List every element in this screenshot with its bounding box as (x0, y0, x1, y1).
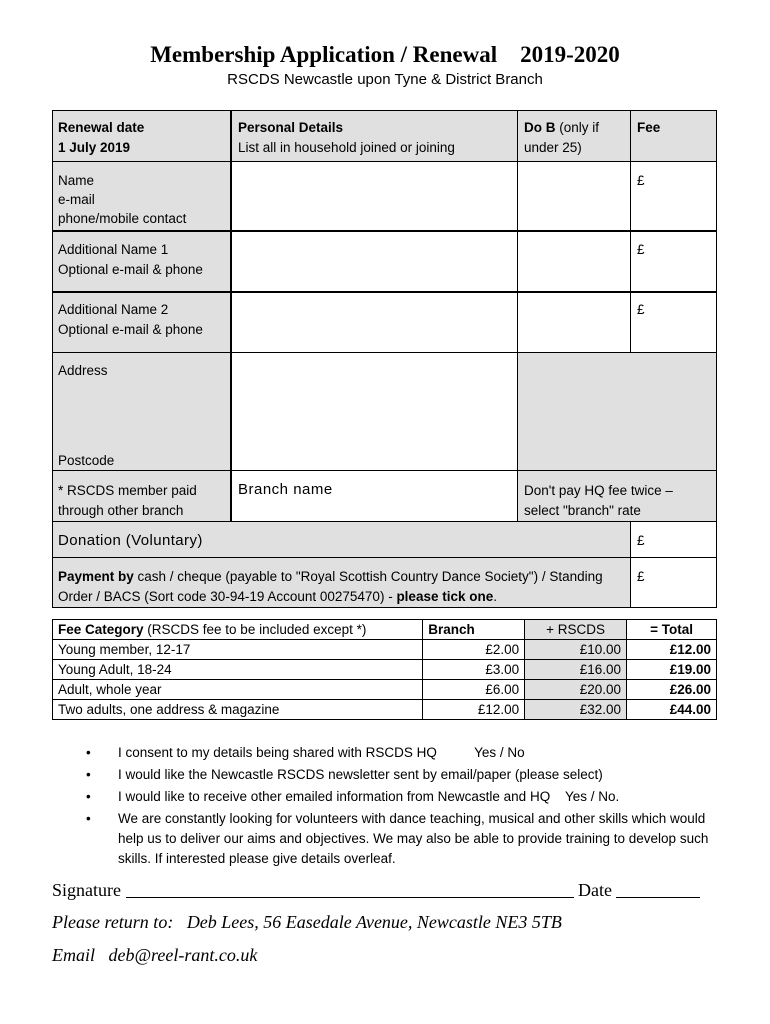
return-address: Deb Lees, 56 Easedale Avenue, Newcastle NE3 5TB (186, 912, 562, 932)
address-label: Address (58, 363, 108, 378)
signature-field[interactable] (126, 881, 574, 898)
additional-name-1-label: Additional Name 1 Optional e-mail & phone (58, 242, 203, 277)
additional-name-1-field[interactable] (232, 232, 517, 291)
fee-category-cell: Young member, 12-17 (53, 640, 423, 660)
postcode-label: Postcode (58, 453, 115, 468)
personal-details-header: Personal Details List all in household joined or joining (238, 120, 455, 155)
fee-field-3[interactable]: £ (637, 302, 645, 317)
table-row (53, 700, 717, 720)
donation-label: Donation (Voluntary) (58, 532, 203, 549)
fee-table-header (53, 620, 717, 640)
consent-newsletter[interactable]: • I would like the Newcastle RSCDS newsletter sent by email/paper (please select) (82, 765, 712, 785)
branch-fee-cell: £6.00 (423, 680, 525, 700)
donation-fee-field[interactable]: £ (637, 533, 645, 548)
payment-fee-field[interactable]: £ (637, 569, 645, 584)
fee-category-cell: Two adults, one address & magazine (53, 700, 423, 720)
return-address-line (52, 912, 562, 933)
total-fee-cell: £44.00 (627, 700, 717, 720)
return-label: Please return to: (52, 912, 174, 932)
rscds-fee-cell: £20.00 (525, 680, 627, 700)
branch-fee-cell: £12.00 (423, 700, 525, 720)
payment-method-text: Payment by cash / cheque (payable to "Royal Scottish Country Dance Society") / Standing Order / BACS (Sort code 30-94-19 Account 00275470) - please tick one. (58, 569, 603, 604)
volunteer-note: • We are constantly looking for volunteers with dance teaching, musical and other skills which would help us to deliver our aims and objectives. We may also be able to provide training to develop such skills. If interested please give details overleaf. (82, 809, 712, 869)
branch-fee-cell: £3.00 (423, 660, 525, 680)
page-subtitle: RSCDS Newcastle upon Tyne & District Branch (227, 71, 543, 88)
rscds-fee-cell: £10.00 (525, 640, 627, 660)
email-label: Email (52, 945, 95, 965)
branch-fee-cell: £2.00 (423, 640, 525, 660)
fee-field-1[interactable]: £ (637, 173, 645, 188)
fee-category-header: Fee Category (RSCDS fee to be included except *) (53, 620, 423, 640)
fee-category-table (52, 619, 717, 720)
branch-header: Branch (423, 620, 525, 640)
fee-category-cell: Adult, whole year (53, 680, 423, 700)
other-branch-label: * RSCDS member paid through other branch (58, 483, 197, 518)
rscds-fee-cell: £32.00 (525, 700, 627, 720)
date-field[interactable] (616, 881, 700, 898)
consent-share-details[interactable]: • I consent to my details being shared with RSCDS HQ Yes / No (82, 743, 712, 763)
address-field[interactable] (232, 353, 517, 470)
signature-label: Signature (52, 880, 121, 900)
table-row (53, 680, 717, 700)
total-fee-cell: £26.00 (627, 680, 717, 700)
dob-header: Do B (only if under 25) (524, 120, 600, 155)
rscds-header: + RSCDS (525, 620, 627, 640)
rscds-fee-cell: £16.00 (525, 660, 627, 680)
fee-category-cell: Young Adult, 18-24 (53, 660, 423, 680)
signature-line (52, 880, 712, 901)
branch-name-field[interactable]: Branch name (238, 481, 333, 498)
total-fee-cell: £12.00 (627, 640, 717, 660)
fee-header: Fee (637, 120, 661, 135)
name-label: Name e-mail phone/mobile contact (58, 173, 187, 226)
hq-fee-note: Don't pay HQ fee twice – select "branch" rate (524, 483, 673, 518)
email-line (52, 945, 257, 966)
total-header: = Total (627, 620, 717, 640)
dob-field-3[interactable] (518, 293, 630, 352)
date-label: Date (578, 880, 612, 900)
dob-field-2[interactable] (518, 232, 630, 291)
additional-name-2-field[interactable] (232, 293, 517, 352)
total-fee-cell: £19.00 (627, 660, 717, 680)
consent-list (82, 743, 712, 871)
email-address-link[interactable]: deb@reel-rant.co.uk (108, 945, 258, 965)
table-row (53, 640, 717, 660)
additional-name-2-label: Additional Name 2 Optional e-mail & phone (58, 302, 203, 337)
page-title: Membership Application / Renewal 2019-2020 (150, 42, 620, 67)
fee-field-2[interactable]: £ (637, 242, 645, 257)
name-field[interactable] (232, 162, 517, 230)
renewal-date-header: Renewal date 1 July 2019 (58, 120, 145, 155)
table-row (53, 660, 717, 680)
membership-form-table (52, 110, 717, 608)
dob-field-1[interactable] (518, 162, 630, 230)
consent-emailed-info[interactable]: • I would like to receive other emailed information from Newcastle and HQ Yes / No. (82, 787, 712, 807)
